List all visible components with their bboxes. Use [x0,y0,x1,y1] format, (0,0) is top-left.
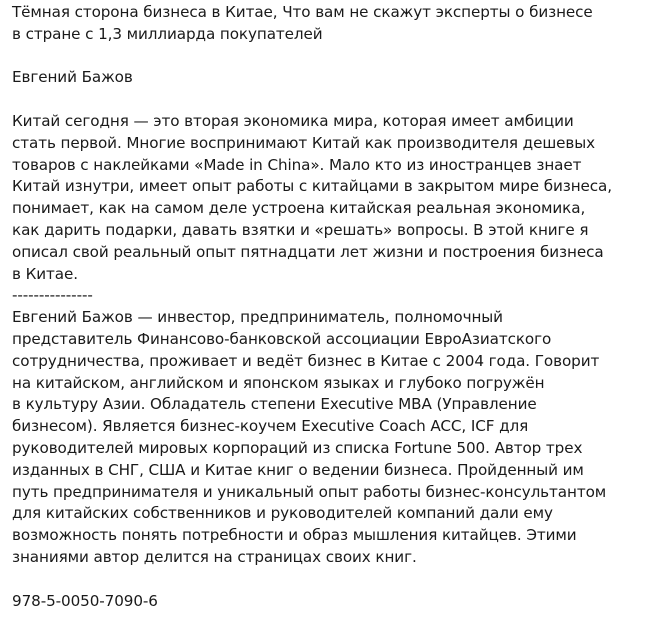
isbn: 978-5-0050-7090-6 [12,591,158,610]
section-separator: --------------- [12,286,93,305]
book-author: Евгений Бажов [12,68,133,87]
book-description: Китай сегодня — это вторая экономика мира, которая имеет амбиции стать первой. Многие воспринимают Китай как производителя дешевых товаров с наклейками «Made in China». Мало кто из иностранцев знает Китай изнутри, имеет опыт работы с китайцами в закрытом мире бизнеса, понимает, как на самом деле устроена китайская реальная экономика, как дарить подарки, давать взятки и «решать» вопросы. В этой книге я описал свой реальный опыт пятнадцати лет жизни и построения бизнеса в Китае. [12,111,612,283]
spacer [12,46,642,68]
book-title: Тёмная сторона бизнеса в Китае, Что вам не скажут эксперты о бизнесе в стране с 1,3 миллиарда покупателей [12,3,593,43]
spacer [12,569,642,591]
document-body [12,2,642,612]
author-bio: Евгений Бажов — инвестор, предприниматель, полномочный представитель Финансово-банковской ассоциации ЕвроАзиатского сотрудничества, проживает и ведёт бизнес в Китае с 2004 года. Говорит на китайском, английском и японском языках и глубоко погружён в культуру Азии. Обладатель степени Executive MBA (Управление бизнесом). Является бизнес-коучем Executive Coach ACC, ICF для руководителей мировых корпораций из списка Fortune 500. Автор трех изданных в СНГ, США и Китае книг о ведении бизнеса. Пройденный им путь предпринимателя и уникальный опыт работы бизнес-консультантом для китайских собственников и руководителей компаний дали ему возможность понять потребности и образ мышления китайцев. Этими знаниями автор делится на страницах своих книг. [12,308,607,566]
spacer [12,89,642,111]
